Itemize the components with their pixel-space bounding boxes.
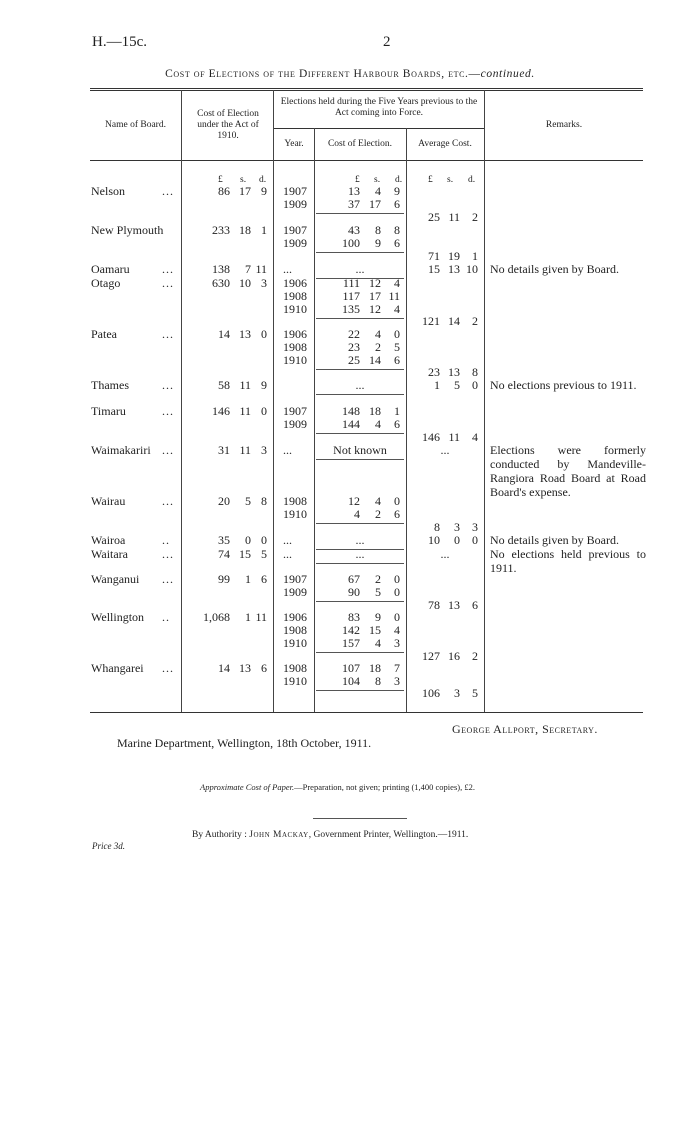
election-cost-shillings: 4 [375,184,381,198]
act-cost-pounds: 146 [212,404,230,418]
act-cost-shillings: 11 [239,443,251,457]
election-cost-shillings: 4 [375,417,381,431]
average-cost-pence: 1 [472,249,478,263]
act-cost-pounds: 1,068 [203,610,230,624]
column-divider-1 [181,90,182,712]
election-cost-pounds: 157 [342,636,360,650]
unit-pounds: £ [355,175,360,185]
act-cost-pence: 1 [261,223,267,237]
subtotal-rule [316,252,404,253]
election-cost-pounds: 37 [348,197,360,211]
act-cost-shillings: 13 [239,327,251,341]
board-name: Timaru [91,404,126,418]
average-cost-pounds: 78 [428,598,440,612]
election-cost-pounds: 67 [348,572,360,586]
act-cost-pence: 5 [261,547,267,561]
board-name: Nelson [91,184,125,198]
election-cost-pounds: 107 [342,661,360,675]
average-cost-pounds: 23 [428,365,440,379]
election-cost-pence: 0 [394,610,400,624]
election-year: 1907 [283,223,307,237]
election-cost-pounds: 25 [348,353,360,367]
average-cost-pence: 6 [472,598,478,612]
board-name: Wanganui [91,572,140,586]
election-cost-shillings: 4 [375,494,381,508]
act-cost-pence: 3 [261,276,267,290]
election-year: 1906 [283,276,307,290]
election-year: 1909 [283,585,307,599]
board-name: Waitara [91,547,129,561]
board-name: Wairau [91,494,126,508]
leader-dots: ... [162,404,174,418]
election-cost-shillings: 2 [375,507,381,521]
election-year: ... [283,262,292,276]
column-divider-3 [314,128,315,712]
act-cost-shillings: 10 [239,276,251,290]
board-name: Patea [91,327,117,341]
election-year: 1906 [283,610,307,624]
act-cost-pounds: 630 [212,276,230,290]
subtotal-rule [316,563,404,564]
election-cost-pounds: 4 [354,507,360,521]
act-cost-shillings: 18 [239,223,251,237]
election-cost-pounds: 43 [348,223,360,237]
election-cost-pence: 6 [394,353,400,367]
election-year: 1910 [283,507,307,521]
average-cost-pounds: 121 [422,314,440,328]
header-average: Average Cost. [418,139,472,149]
election-cost-pounds: 13 [348,184,360,198]
table-top-rule [90,88,643,89]
act-cost-pence: 0 [261,533,267,547]
election-year: 1910 [283,302,307,316]
table-top-rule-double [90,90,643,91]
election-cost-shillings: 2 [375,340,381,354]
board-name: Waimakariri [91,443,151,457]
election-cost-pounds: 83 [348,610,360,624]
election-cost-shillings: 5 [375,585,381,599]
act-cost-pounds: 14 [218,327,230,341]
subtotal-rule [316,433,404,434]
group-header-rule [274,128,484,129]
remark [490,443,646,499]
average-cost-pounds: 8 [434,520,440,534]
election-cost-pence: 4 [394,302,400,316]
act-cost-pence: 11 [255,262,267,276]
remark [490,533,646,547]
remark-text: No details given by Board. [490,262,619,276]
election-cost-pounds: 142 [342,623,360,637]
election-year: 1907 [283,404,307,418]
remark [490,262,646,276]
election-cost-pence: 1 [394,404,400,418]
act-cost-pence: 0 [261,404,267,418]
printer-authority [192,830,468,840]
election-cost-pence: 9 [394,184,400,198]
header-group: Elections held during the Five Years previous to the Act coming into Force. [280,97,478,118]
average-cost-pounds: 15 [428,262,440,276]
election-cost-pence: 3 [394,636,400,650]
average-cost-shillings: 11 [448,430,460,444]
header-remarks: Remarks. [545,120,583,130]
average-cost-shillings: 14 [448,314,460,328]
election-cost-shillings: 12 [369,302,381,316]
document-reference: H.—15c. [92,34,147,50]
act-cost-pence: 9 [261,184,267,198]
act-cost-shillings: 1 [245,572,251,586]
election-cost-pounds: 111 [342,276,360,290]
signature-name: George Allport [452,722,536,736]
election-cost-pence: 11 [388,289,400,303]
dateline: Marine Department, Wellington, 18th October, 1911. [117,736,372,750]
election-cost-shillings: 18 [369,404,381,418]
subtotal-rule [316,318,404,319]
average-cost-shillings: 13 [448,365,460,379]
election-year: 1908 [283,623,307,637]
election-year: 1906 [283,327,307,341]
election-cost-shillings: 4 [375,636,381,650]
election-year: 1908 [283,661,307,675]
election-cost-pence: 8 [394,223,400,237]
act-cost-pence: 3 [261,443,267,457]
act-cost-shillings: 11 [239,378,251,392]
leader-dots: ... [162,443,174,457]
act-cost-pounds: 233 [212,223,230,237]
election-year: ... [283,547,292,561]
election-cost-pence: 4 [394,623,400,637]
election-cost-pence: 7 [394,661,400,675]
act-cost-pence: 6 [261,572,267,586]
election-cost-shillings: 9 [375,236,381,250]
leader-dots: .. [162,610,170,624]
election-year: 1910 [283,353,307,367]
average-cost-pounds: 1 [434,378,440,392]
unit-shillings: s. [447,175,454,185]
title-continued: continued. [480,68,535,80]
header-name: Name of Board. [105,120,166,130]
act-cost-pence: 6 [261,661,267,675]
average-cost: ... [440,547,450,561]
average-cost-pounds: 71 [428,249,440,263]
unit-pounds: £ [218,175,223,185]
act-cost-pence: 11 [255,610,267,624]
remark-text: Elections were formerly conducted by Mandeville-Rangiora Road Board at Road Board's expense. [490,443,646,499]
act-cost-pounds: 58 [218,378,230,392]
approximate-cost-label: Approximate Cost of Paper. [200,782,295,792]
table-title [0,68,700,80]
election-cost-shillings: 9 [375,610,381,624]
leader-dots: ... [162,494,174,508]
leader-dots: ... [162,572,174,586]
act-cost-shillings: 7 [245,262,251,276]
column-divider-5 [484,90,485,712]
election-cost-shillings: 17 [369,197,381,211]
act-cost-pounds: 20 [218,494,230,508]
title-main: Cost of Elections of the Different Harbour Boards, etc.— [165,68,481,80]
election-cost-pounds: 135 [342,302,360,316]
election-year: 1908 [283,494,307,508]
header-bottom-rule [90,160,643,161]
leader-dots: ... [162,262,174,276]
board-name: Wairoa [91,533,126,547]
average-cost-shillings: 13 [448,598,460,612]
election-year: ... [283,443,292,457]
unit-pence: d. [468,175,476,185]
remark-text: No elections previous to 1911. [490,378,637,392]
election-cost-pounds: 100 [342,236,360,250]
average-cost: ... [440,443,450,457]
board-name: Whangarei [91,661,144,675]
leader-dots: ... [162,378,174,392]
election-cost: ... [355,533,365,547]
table-bottom-rule [90,712,643,713]
election-year: 1907 [283,572,307,586]
average-cost-shillings: 3 [454,686,460,700]
act-cost-shillings: 1 [245,610,251,624]
subtotal-rule [316,690,404,691]
average-cost-pounds: 10 [428,533,440,547]
election-cost-shillings: 8 [375,674,381,688]
average-cost-shillings: 5 [454,378,460,392]
act-cost-shillings: 17 [239,184,251,198]
leader-dots: ... [162,276,174,290]
leader-dots: .. [162,533,170,547]
election-cost-pence: 5 [394,340,400,354]
average-cost-shillings: 3 [454,520,460,534]
header-cost: Cost of Election. [327,139,393,149]
election-year: 1908 [283,340,307,354]
remark-text: No elections held previous to 1911. [490,547,646,575]
header-year: Year. [284,139,304,149]
act-cost-pounds: 138 [212,262,230,276]
election-cost-shillings: 14 [369,353,381,367]
election-cost-pounds: 23 [348,340,360,354]
remark [490,547,646,575]
average-cost-shillings: 16 [448,649,460,663]
average-cost-pence: 5 [472,686,478,700]
election-cost-pounds: 148 [342,404,360,418]
election-year: 1909 [283,417,307,431]
average-cost-pence: 2 [472,649,478,663]
election-cost-pounds: 144 [342,417,360,431]
subtotal-rule [316,213,404,214]
average-cost-shillings: 19 [448,249,460,263]
price: Price 3d. [92,841,125,851]
authority-prefix: By Authority : [192,830,250,840]
election-cost-shillings: 2 [375,572,381,586]
election-cost-pence: 0 [394,585,400,599]
subtotal-rule [316,523,404,524]
average-cost-pounds: 25 [428,210,440,224]
election-cost-pounds: 22 [348,327,360,341]
act-cost-pounds: 14 [218,661,230,675]
election-cost: ... [355,378,365,392]
authority-suffix: , Government Printer, Wellington.—1911. [308,830,469,840]
subtotal-rule [316,601,404,602]
election-year: 1910 [283,674,307,688]
election-cost-shillings: 15 [369,623,381,637]
printer-name: John Mackay [249,830,309,840]
board-name: Thames [91,378,129,392]
average-cost-shillings: 11 [448,210,460,224]
column-divider-4 [406,128,407,712]
leader-dots: ... [162,184,174,198]
election-cost-shillings: 8 [375,223,381,237]
election-year: 1910 [283,636,307,650]
act-cost-pence: 0 [261,327,267,341]
average-cost-pounds: 127 [422,649,440,663]
act-cost-shillings: 13 [239,661,251,675]
unit-pounds: £ [428,175,433,185]
average-cost-pence: 4 [472,430,478,444]
act-cost-shillings: 15 [239,547,251,561]
average-cost-pounds: 146 [422,430,440,444]
election-cost-shillings: 17 [369,289,381,303]
unit-shillings: s. [240,175,247,185]
act-cost-pounds: 35 [218,533,230,547]
average-cost-pence: 8 [472,365,478,379]
act-cost-shillings: 5 [245,494,251,508]
remark-text: No details given by Board. [490,533,619,547]
election-cost-pence: 6 [394,236,400,250]
average-cost-pence: 0 [472,533,478,547]
divider-rule [313,818,407,819]
subtotal-rule [316,394,404,395]
election-year: 1909 [283,236,307,250]
remark [490,378,646,392]
act-cost-pounds: 74 [218,547,230,561]
act-cost-pence: 9 [261,378,267,392]
signature-role: , Secretary. [535,722,598,736]
act-cost-pounds: 86 [218,184,230,198]
election-cost-pounds: 12 [348,494,360,508]
act-cost-pence: 8 [261,494,267,508]
election-cost-pence: 3 [394,674,400,688]
act-cost-shillings: 0 [245,533,251,547]
election-cost-pence: 6 [394,507,400,521]
leader-dots: ... [162,547,174,561]
unit-shillings: s. [374,175,381,185]
election-cost-pence: 0 [394,494,400,508]
average-cost-pence: 3 [472,520,478,534]
act-cost-pounds: 99 [218,572,230,586]
election-year: 1909 [283,197,307,211]
unit-pence: d. [259,175,267,185]
unit-pence: d. [395,175,403,185]
average-cost-pounds: 106 [422,686,440,700]
signature [452,722,598,737]
election-year: 1907 [283,184,307,198]
subtotal-rule [316,459,404,460]
election-cost-pence: 4 [394,276,400,290]
average-cost-pence: 2 [472,210,478,224]
act-cost-pounds: 31 [218,443,230,457]
election-cost-shillings: 12 [369,276,381,290]
column-divider-2 [273,90,274,712]
average-cost-shillings: 0 [454,533,460,547]
board-name: Oamaru [91,262,130,276]
board-name: Wellington [91,610,145,624]
election-year: 1908 [283,289,307,303]
page-number: 2 [383,34,391,50]
leader-dots: ... [162,327,174,341]
election-cost-pence: 0 [394,572,400,586]
average-cost-pence: 10 [466,262,478,276]
election-cost: ... [355,262,365,276]
subtotal-rule [316,652,404,653]
election-cost: Not known [333,443,387,457]
average-cost-pence: 2 [472,314,478,328]
act-cost-shillings: 11 [239,404,251,418]
election-cost-pence: 6 [394,197,400,211]
board-name: New Plymouth [91,223,164,237]
election-cost-pounds: 90 [348,585,360,599]
approximate-cost [200,782,475,792]
leader-dots: ... [162,661,174,675]
election-year: ... [283,533,292,547]
header-cost-act: Cost of Election under the Act of 1910. [197,109,259,141]
board-name: Otago [91,276,121,290]
election-cost-pounds: 117 [342,289,360,303]
election-cost-pence: 6 [394,417,400,431]
election-cost-shillings: 18 [369,661,381,675]
average-cost-pence: 0 [472,378,478,392]
election-cost: ... [355,547,365,561]
election-cost-pounds: 104 [342,674,360,688]
average-cost-shillings: 13 [448,262,460,276]
subtotal-rule [316,369,404,370]
election-cost-pence: 0 [394,327,400,341]
approximate-cost-text: —Preparation, not given; printing (1,400 copies), £2. [294,782,475,792]
election-cost-shillings: 4 [375,327,381,341]
